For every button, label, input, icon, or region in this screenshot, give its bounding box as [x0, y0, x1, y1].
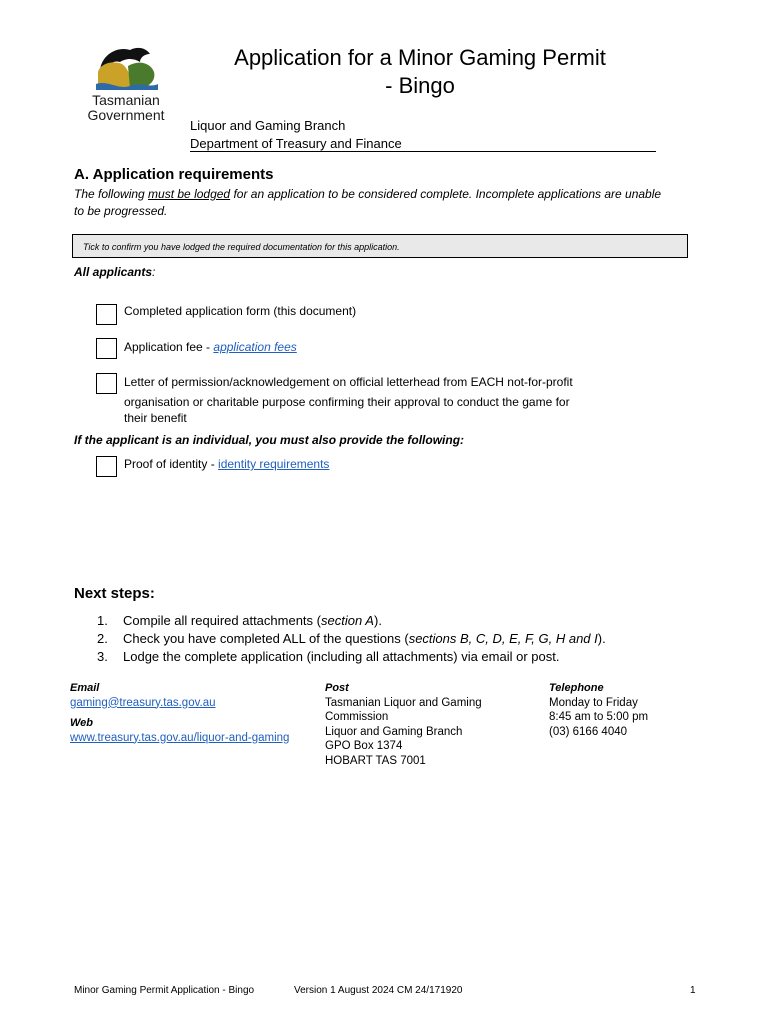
web-link[interactable]: www.treasury.tas.gov.au/liquor-and-gaming [70, 731, 290, 744]
checkbox-application-fee[interactable] [96, 338, 117, 359]
step-after: ). [597, 631, 606, 646]
post-line: Liquor and Gaming Branch [325, 725, 463, 738]
application-fees-link[interactable]: application fees [213, 340, 297, 354]
branch-name: Liquor and Gaming Branch [190, 118, 346, 133]
item-application-fee [124, 339, 297, 356]
header-divider [190, 151, 656, 152]
checkbox-application-form[interactable] [96, 304, 117, 325]
all-applicants-colon: : [152, 265, 156, 279]
next-steps-heading: Next steps: [74, 585, 155, 602]
all-applicants-text: All applicants [74, 265, 153, 279]
logo-green-shape [128, 63, 154, 88]
step-item [97, 648, 606, 666]
page-title [200, 44, 640, 100]
step-number: 1. [97, 613, 108, 628]
step-text: Check you have completed ALL of the questions ( [123, 631, 409, 646]
step-after: ). [373, 613, 382, 628]
section-a-intro [74, 186, 704, 220]
next-steps-list [97, 612, 606, 666]
post-line: Commission [325, 711, 389, 723]
step-item [97, 630, 606, 648]
intro-underlined: must be lodged [148, 187, 231, 201]
footer-version: Version 1 August 2024 CM 24/171920 [294, 985, 463, 996]
section-a-heading: A. Application requirements [74, 166, 274, 183]
intro-line-2: to be progressed. [74, 204, 168, 218]
all-applicants-label [74, 265, 155, 279]
post-line: Tasmanian Liquor and Gaming [325, 696, 482, 709]
identity-requirements-link[interactable]: identity requirements [218, 457, 330, 471]
step-italic: sections B, C, D, E, F, G, H and I [408, 631, 598, 646]
intro-before: The following [74, 187, 149, 201]
title-line-2: - Bingo [385, 73, 455, 98]
step-number: 2. [97, 631, 108, 646]
step-italic: section A [320, 613, 374, 628]
letter-line-1: Letter of permission/acknowledgement on official letterhead from EACH not-for-profit [124, 375, 573, 389]
email-link[interactable]: gaming@treasury.tas.gov.au [70, 696, 216, 709]
post-line: HOBART TAS 7001 [325, 754, 426, 767]
phone-line: Monday to Friday [549, 696, 638, 709]
contact-email-web [70, 681, 289, 745]
item-letter-of-permission [124, 374, 644, 425]
logo-wordmark [78, 93, 174, 123]
title-line-1: Application for a Minor Gaming Permit [234, 45, 606, 70]
application-fee-prefix: Application fee - [124, 340, 214, 354]
post-line: GPO Box 1374 [325, 740, 403, 752]
organisation-block [190, 117, 402, 153]
item-application-form: Completed application form (this document) [124, 304, 357, 318]
logo-line-2: Government [87, 107, 165, 123]
footer-page-number: 1 [690, 985, 696, 996]
tick-instruction-box: Tick to confirm you have lodged the required documentation for this application. [72, 234, 688, 258]
proof-of-identity-prefix: Proof of identity - [124, 457, 219, 471]
letter-line-2: organisation or charitable purpose confirming their approval to conduct the game for [124, 395, 570, 409]
letter-line-3: their benefit [124, 411, 187, 425]
step-text: Lodge the complete application (including all attachments) via email or post. [123, 649, 560, 664]
intro-after: for an application to be considered complete. Incomplete applications are unable [230, 187, 662, 201]
logo-line-1: Tasmanian [92, 92, 160, 108]
footer-doc-name: Minor Gaming Permit Application - Bingo [74, 985, 255, 996]
contact-post [325, 681, 482, 768]
item-proof-of-identity [124, 456, 329, 473]
telephone-label: Telephone [549, 682, 604, 694]
step-item [97, 612, 606, 630]
checkbox-proof-of-identity[interactable] [96, 456, 117, 477]
individual-applicant-label: If the applicant is an individual, you must also provide the following: [74, 433, 465, 447]
step-text: Compile all required attachments ( [123, 613, 321, 628]
phone-line: (03) 6166 4040 [549, 725, 628, 738]
department-name: Department of Treasury and Finance [190, 136, 402, 151]
email-label: Email [70, 682, 100, 694]
contact-telephone [549, 681, 648, 739]
post-label: Post [325, 682, 349, 694]
web-label: Web [70, 717, 94, 729]
phone-line: 8:45 am to 5:00 pm [549, 711, 649, 723]
checkbox-letter-of-permission[interactable] [96, 373, 117, 394]
step-number: 3. [97, 649, 108, 664]
